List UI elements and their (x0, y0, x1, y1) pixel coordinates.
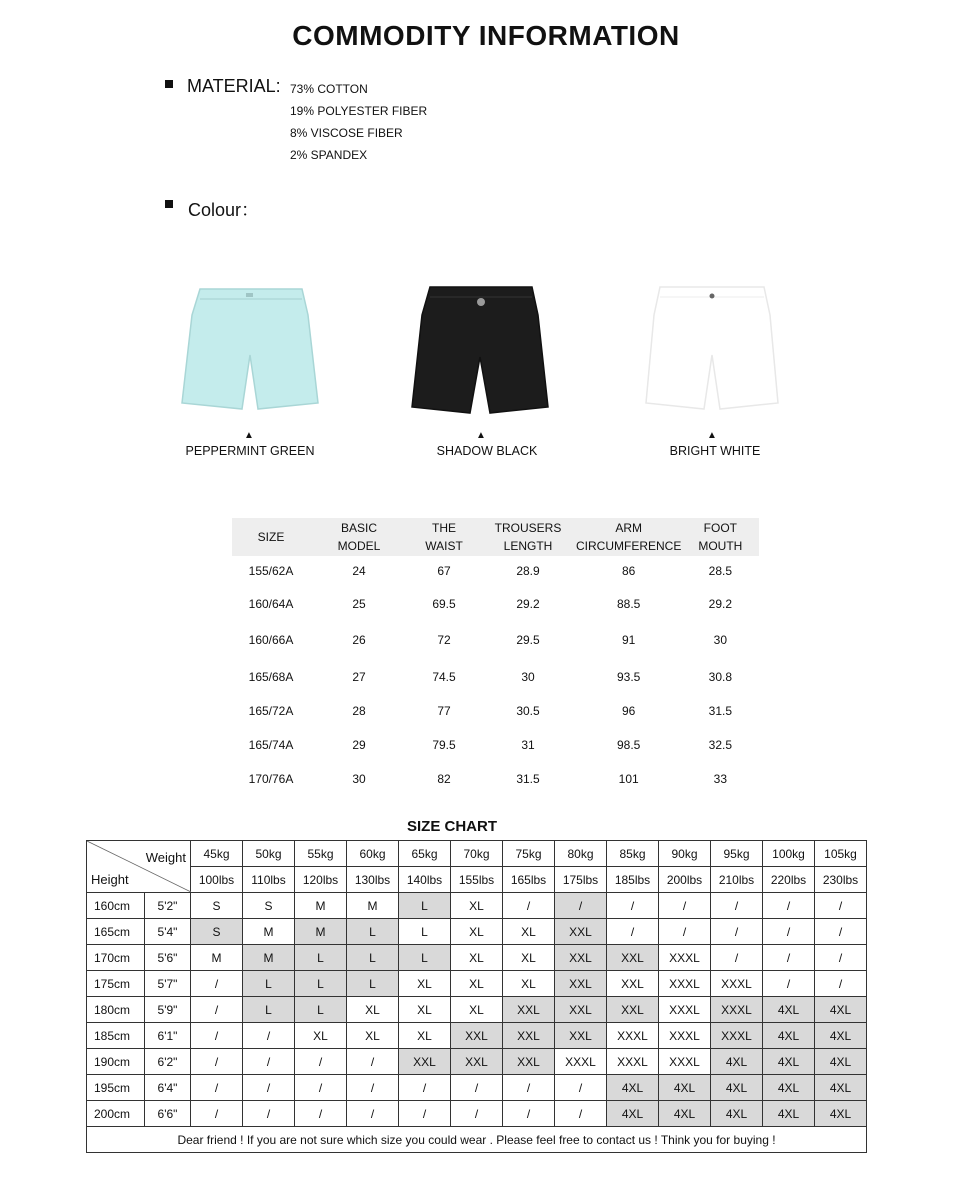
colour-bullet (165, 200, 173, 208)
measurement-cell: 30.8 (708, 669, 733, 684)
weight-lbs-header: 140lbs (399, 867, 451, 893)
header-basic-model: BASIC MODEL (310, 518, 408, 556)
size-cell: / (191, 997, 243, 1023)
height-cm: 190cm (87, 1049, 145, 1075)
weight-lbs-header: 165lbs (503, 867, 555, 893)
size-cell: 4XL (815, 1049, 867, 1075)
measurement-cell: 69.5 (432, 596, 456, 611)
height-ft: 6'2" (145, 1049, 191, 1075)
height-cm: 175cm (87, 971, 145, 997)
size-cell: / (347, 1049, 399, 1075)
size-cell: / (763, 971, 815, 997)
weight-kg-header: 70kg (451, 841, 503, 867)
size-cell: XL (503, 945, 555, 971)
size-cell: / (503, 893, 555, 919)
height-ft: 5'9" (145, 997, 191, 1023)
size-cell: / (347, 1101, 399, 1127)
size-cell: 4XL (711, 1049, 763, 1075)
size-cell: XXL (607, 997, 659, 1023)
measurement-cell: 29.2 (516, 596, 540, 611)
height-cm: 180cm (87, 997, 145, 1023)
size-chart-row (87, 945, 867, 971)
height-ft: 5'6" (145, 945, 191, 971)
size-cell: / (243, 1023, 295, 1049)
size-cell: XXXL (659, 997, 711, 1023)
weight-lbs-header: 185lbs (607, 867, 659, 893)
measurement-row (232, 586, 759, 621)
size-chart-table (86, 840, 867, 1153)
header-trousers-length: TROUSERS LENGTH (480, 518, 576, 556)
header-arm-circumference: ARM CIRCUMFERENCE (576, 518, 681, 556)
size-cell: XXXL (659, 945, 711, 971)
height-cm: 165cm (87, 919, 145, 945)
size-chart-row (87, 1101, 867, 1127)
size-chart-row (87, 1049, 867, 1075)
weight-lbs-header: 120lbs (295, 867, 347, 893)
measurement-cell: 165/74A (248, 737, 294, 752)
weight-lbs-header: 175lbs (555, 867, 607, 893)
size-cell: / (815, 919, 867, 945)
size-cell: XXXL (711, 1023, 763, 1049)
height-cm: 200cm (87, 1101, 145, 1127)
material-list (290, 78, 427, 166)
size-cell: 4XL (815, 1075, 867, 1101)
size-chart-body (87, 841, 867, 1153)
size-cell: M (295, 893, 347, 919)
measurement-cell: 30 (352, 772, 366, 786)
size-cell: XXL (503, 1049, 555, 1075)
material-label: MATERIAL: (187, 76, 281, 96)
colour-label: Colour： (188, 200, 260, 220)
size-cell: L (243, 997, 295, 1023)
size-cell: XXL (555, 971, 607, 997)
size-cell: XXL (555, 997, 607, 1023)
size-cell: / (191, 1023, 243, 1049)
size-cell: XXL (607, 971, 659, 997)
swatch-peppermint-green[interactable] (178, 285, 322, 417)
size-cell: / (815, 893, 867, 919)
height-ft: 5'4" (145, 919, 191, 945)
measurement-cell: 67 (437, 564, 451, 578)
size-cell: 4XL (659, 1101, 711, 1127)
size-cell: / (815, 945, 867, 971)
measurement-cell: 101 (618, 772, 639, 786)
size-cell: / (295, 1075, 347, 1101)
size-chart-lbs-row (87, 867, 867, 893)
size-chart-row (87, 893, 867, 919)
measurement-cell: 31.5 (516, 772, 540, 786)
weight-kg-header: 50kg (243, 841, 295, 867)
weight-kg-header: 80kg (555, 841, 607, 867)
size-cell: XXXL (711, 997, 763, 1023)
shorts-icon (178, 285, 322, 417)
material-line: 2% SPANDEX (290, 148, 368, 162)
height-ft: 6'1" (145, 1023, 191, 1049)
measurement-table (232, 518, 759, 796)
material-line: 19% POLYESTER FIBER (290, 104, 428, 118)
measurement-cell: 160/64A (248, 596, 294, 611)
measurement-cell: 29 (352, 737, 366, 752)
size-cell: / (711, 919, 763, 945)
measurement-cell: 29.2 (708, 596, 733, 611)
measurement-cell: 79.5 (432, 737, 456, 752)
size-cell: 4XL (763, 1023, 815, 1049)
size-cell: / (763, 945, 815, 971)
weight-kg-header: 60kg (347, 841, 399, 867)
size-chart-kg-row (87, 841, 867, 867)
size-cell: / (295, 1049, 347, 1075)
size-cell: XL (399, 971, 451, 997)
size-cell: XL (399, 997, 451, 1023)
size-cell: / (191, 1049, 243, 1075)
height-cm: 195cm (87, 1075, 145, 1101)
size-cell: XL (503, 919, 555, 945)
size-cell: XL (347, 997, 399, 1023)
material-line: 8% VISCOSE FIBER (290, 126, 403, 140)
size-cell: 4XL (711, 1101, 763, 1127)
size-chart-row (87, 997, 867, 1023)
weight-kg-header: 85kg (607, 841, 659, 867)
measurement-cell: 93.5 (616, 669, 641, 684)
measurement-cell: 96 (621, 703, 636, 718)
page-title: COMMODITY INFORMATION (292, 20, 680, 51)
measurement-row (232, 694, 759, 727)
weight-kg-header: 105kg (815, 841, 867, 867)
size-cell: XL (451, 893, 503, 919)
height-cm: 170cm (87, 945, 145, 971)
size-cell: S (191, 919, 243, 945)
size-cell: / (191, 971, 243, 997)
size-cell: 4XL (607, 1075, 659, 1101)
size-cell: / (607, 919, 659, 945)
colour-name: PEPPERMINT GREEN (185, 444, 315, 458)
size-cell: XL (451, 997, 503, 1023)
size-cell: 4XL (815, 997, 867, 1023)
size-cell: / (347, 1075, 399, 1101)
measurement-cell: 165/72A (248, 703, 294, 718)
size-cell: 4XL (711, 1075, 763, 1101)
size-cell: XXXL (659, 971, 711, 997)
weight-lbs-header: 210lbs (711, 867, 763, 893)
weight-kg-header: 100kg (763, 841, 815, 867)
size-cell: XXXL (607, 1049, 659, 1075)
size-cell: / (555, 893, 607, 919)
size-cell: XL (451, 919, 503, 945)
size-cell: M (347, 893, 399, 919)
shorts-icon (408, 285, 552, 417)
size-cell: L (347, 971, 399, 997)
size-cell: L (347, 919, 399, 945)
size-cell: / (711, 945, 763, 971)
measurement-cell: 98.5 (616, 737, 641, 752)
size-cell: XXXL (659, 1023, 711, 1049)
weight-kg-header: 45kg (191, 841, 243, 867)
colour-name: SHADOW BLACK (436, 444, 538, 458)
arrow-up-icon: ▲ (476, 430, 486, 441)
size-cell: XXXL (607, 1023, 659, 1049)
size-cell: XL (451, 945, 503, 971)
weight-lbs-header: 100lbs (191, 867, 243, 893)
size-cell: XXL (503, 1023, 555, 1049)
weight-kg-header: 55kg (295, 841, 347, 867)
size-cell: 4XL (763, 1075, 815, 1101)
size-cell: M (191, 945, 243, 971)
measurement-cell: 31 (521, 737, 535, 752)
size-cell: M (243, 945, 295, 971)
size-cell: / (451, 1101, 503, 1127)
material-line: 73% COTTON (290, 82, 368, 96)
size-cell: XL (295, 1023, 347, 1049)
header-foot-mouth: FOOT MOUTH (681, 518, 759, 556)
size-cell: XXL (555, 945, 607, 971)
size-cell: L (399, 893, 451, 919)
measurement-cell: 28 (352, 703, 366, 718)
size-chart-row (87, 971, 867, 997)
measurement-cell: 86 (621, 564, 636, 578)
measurement-cell: 74.5 (432, 669, 456, 684)
measurement-cell: 27 (352, 669, 366, 684)
measurement-cell: 25 (352, 596, 366, 611)
size-cell: 4XL (763, 997, 815, 1023)
weight-lbs-header: 110lbs (243, 867, 295, 893)
size-cell: / (659, 919, 711, 945)
size-cell: XXXL (711, 971, 763, 997)
weight-lbs-header: 220lbs (763, 867, 815, 893)
measurement-cell: 28.5 (708, 564, 733, 578)
height-ft: 5'2" (145, 893, 191, 919)
material-bullet (165, 80, 173, 88)
header-size: SIZE (232, 518, 310, 556)
measurement-row (232, 659, 759, 694)
size-cell: / (503, 1075, 555, 1101)
measurement-cell: 165/68A (248, 669, 294, 684)
weight-lbs-header: 155lbs (451, 867, 503, 893)
size-cell: / (815, 971, 867, 997)
size-cell: 4XL (763, 1101, 815, 1127)
measurement-cell: 72 (437, 633, 451, 647)
size-cell: / (763, 893, 815, 919)
header-waist: THE WAIST (408, 518, 480, 556)
size-cell: L (295, 997, 347, 1023)
size-cell: / (555, 1101, 607, 1127)
size-cell: M (243, 919, 295, 945)
size-cell: 4XL (815, 1023, 867, 1049)
size-cell: XL (347, 1023, 399, 1049)
height-label: Height (91, 872, 129, 887)
size-chart-footer: Dear friend ! If you are not sure which size you could wear . Please feel free to contact us ! Think you for buying ! (87, 1127, 867, 1153)
size-cell: / (243, 1101, 295, 1127)
height-cm: 160cm (87, 893, 145, 919)
size-cell: S (243, 893, 295, 919)
measurement-body (232, 556, 759, 796)
size-cell: L (295, 971, 347, 997)
measurement-cell: 30 (713, 633, 728, 647)
size-chart-row (87, 919, 867, 945)
size-cell: / (659, 893, 711, 919)
size-cell: / (555, 1075, 607, 1101)
size-cell: / (399, 1101, 451, 1127)
size-cell: / (503, 1101, 555, 1127)
size-cell: L (347, 945, 399, 971)
measurement-cell: 91 (621, 633, 636, 647)
size-cell: / (763, 919, 815, 945)
measurement-cell: 29.5 (516, 633, 540, 647)
measurement-cell: 170/76A (248, 772, 294, 786)
size-cell: XXXL (659, 1049, 711, 1075)
size-cell: / (191, 1075, 243, 1101)
size-chart-footer-row (87, 1127, 867, 1153)
weight-kg-header: 95kg (711, 841, 763, 867)
weight-lbs-header: 200lbs (659, 867, 711, 893)
shorts-icon (640, 285, 784, 417)
size-chart-row (87, 1075, 867, 1101)
measurement-row (232, 762, 759, 796)
weight-kg-header: 75kg (503, 841, 555, 867)
measurement-row (232, 727, 759, 762)
size-cell: XXL (607, 945, 659, 971)
measurement-cell: 155/62A (248, 564, 294, 578)
weight-kg-header: 90kg (659, 841, 711, 867)
measurement-cell: 88.5 (616, 596, 641, 611)
measurement-header-row (232, 518, 759, 556)
weight-lbs-header: 130lbs (347, 867, 399, 893)
height-ft: 5'7" (145, 971, 191, 997)
weight-lbs-header: 230lbs (815, 867, 867, 893)
size-cell: / (243, 1049, 295, 1075)
weight-height-header (87, 841, 191, 893)
measurement-row (232, 621, 759, 659)
arrow-up-icon: ▲ (244, 430, 254, 441)
size-cell: / (243, 1075, 295, 1101)
measurement-cell: 24 (352, 564, 366, 578)
size-cell: 4XL (815, 1101, 867, 1127)
arrow-up-icon: ▲ (707, 430, 717, 441)
size-cell: 4XL (607, 1101, 659, 1127)
measurement-cell: 33 (713, 772, 728, 786)
measurement-cell: 160/66A (248, 633, 294, 647)
size-cell: XXXL (555, 1049, 607, 1075)
size-cell: 4XL (659, 1075, 711, 1101)
size-cell: / (451, 1075, 503, 1101)
weight-label: Weight (145, 850, 186, 865)
size-cell: XL (399, 1023, 451, 1049)
size-cell: L (243, 971, 295, 997)
measurement-cell: 77 (437, 703, 451, 718)
size-cell: S (191, 893, 243, 919)
measurement-cell: 30 (521, 669, 535, 684)
weight-kg-header: 65kg (399, 841, 451, 867)
height-cm: 185cm (87, 1023, 145, 1049)
size-cell: / (607, 893, 659, 919)
measurement-cell: 28.9 (516, 564, 540, 578)
measurement-row (232, 556, 759, 586)
size-cell: XXL (555, 1023, 607, 1049)
size-cell: XL (451, 971, 503, 997)
measurement-cell: 32.5 (708, 737, 733, 752)
swatch-shadow-black[interactable] (408, 285, 552, 417)
size-cell: XXL (555, 919, 607, 945)
size-cell: XXL (451, 1023, 503, 1049)
size-cell: M (295, 919, 347, 945)
measurement-cell: 82 (437, 772, 451, 786)
size-chart-row (87, 1023, 867, 1049)
height-ft: 6'4" (145, 1075, 191, 1101)
size-chart-title: SIZE CHART (407, 818, 497, 835)
size-cell: 4XL (763, 1049, 815, 1075)
size-cell: L (295, 945, 347, 971)
swatch-bright-white[interactable] (640, 285, 784, 417)
size-cell: XXL (451, 1049, 503, 1075)
size-cell: XL (503, 971, 555, 997)
size-cell: / (295, 1101, 347, 1127)
measurement-cell: 26 (352, 633, 366, 647)
size-cell: L (399, 919, 451, 945)
size-cell: XXL (399, 1049, 451, 1075)
height-ft: 6'6" (145, 1101, 191, 1127)
measurement-cell: 30.5 (516, 703, 540, 718)
size-cell: L (399, 945, 451, 971)
size-cell: / (711, 893, 763, 919)
size-cell: XXL (503, 997, 555, 1023)
measurement-cell: 31.5 (708, 703, 733, 718)
size-cell: / (399, 1075, 451, 1101)
colour-name: BRIGHT WHITE (669, 444, 761, 458)
size-cell: / (191, 1101, 243, 1127)
